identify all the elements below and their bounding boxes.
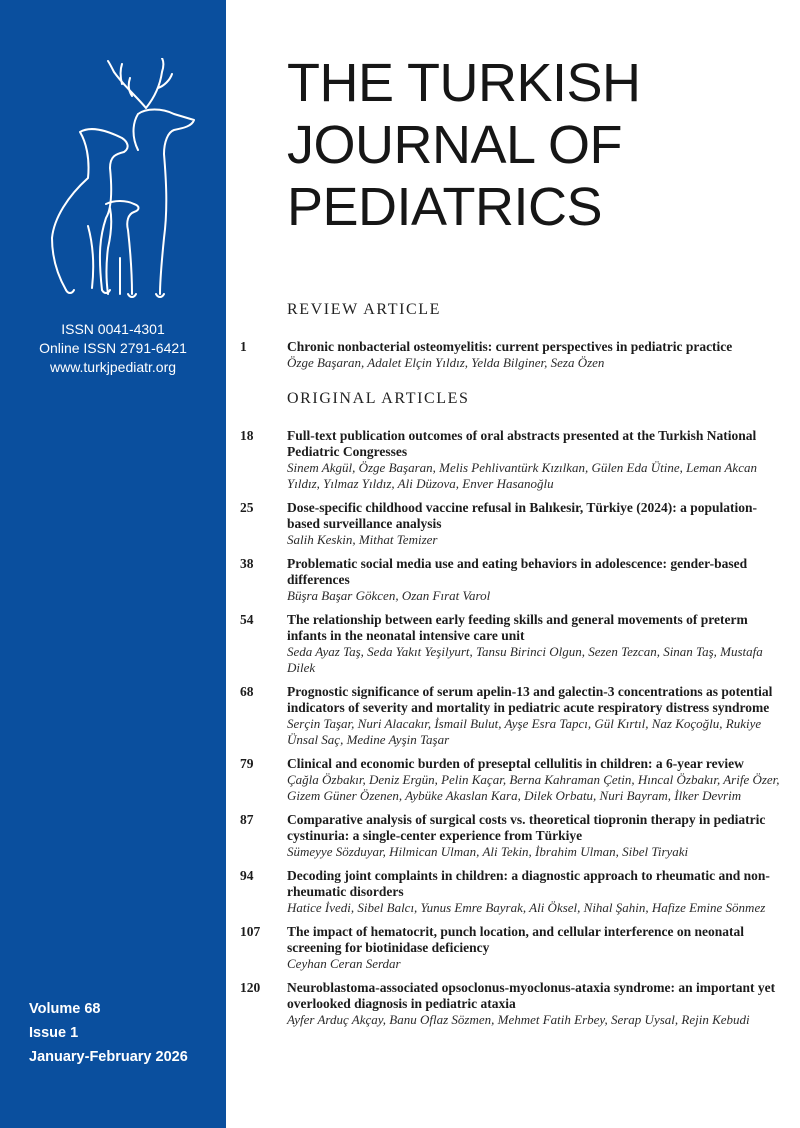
article-title[interactable]: The impact of hematocrit, punch location, and cellular interference on neonatal screening for biotinidase deficiency: [287, 924, 744, 955]
page-number: 87: [240, 812, 254, 827]
toc-entry[interactable]: [240, 500, 780, 548]
article-authors: Sümeyye Sözduyar, Hilmican Ulman, Ali Tekin, İbrahim Ulman, Sibel Tiryaki: [287, 844, 689, 859]
article-authors: Sinem Akgül, Özge Başaran, Melis Pehlivantürk Kızılkan, Gülen Eda Ütine, Leman Akcan Yıldız, Yılmaz Yıldız, Ali Düzova, Enver Hasanoğlu: [287, 460, 757, 491]
article-title[interactable]: Decoding joint complaints in children: a diagnostic approach to rheumatic and non-rheumatic disorders: [287, 868, 770, 899]
issue-info: [29, 997, 188, 1069]
article-title[interactable]: Full-text publication outcomes of oral abstracts presented at the Turkish National Pediatric Congresses: [287, 428, 757, 459]
issn-online: Online ISSN 2791-6421: [39, 340, 187, 356]
page-number: 54: [240, 612, 254, 627]
article-authors: Ayfer Arduç Akçay, Banu Oflaz Sözmen, Mehmet Fatih Erbey, Serap Uysal, Rejin Kebudi: [287, 1012, 750, 1027]
page-number: 107: [240, 924, 261, 939]
toc-entry[interactable]: [240, 756, 780, 804]
cover-sidebar: [0, 0, 226, 1128]
issue-label: Issue 1: [29, 1025, 79, 1041]
section-heading-review: REVIEW ARTICLE: [287, 301, 442, 318]
toc-entry[interactable]: [240, 924, 780, 972]
toc-entry[interactable]: [240, 612, 780, 676]
toc-entry[interactable]: [240, 980, 780, 1028]
article-authors: Salih Keskin, Mithat Temizer: [287, 532, 438, 547]
toc-entry[interactable]: [240, 868, 780, 916]
title-line: PEDIATRICS: [287, 177, 603, 237]
article-title[interactable]: Dose-specific childhood vaccine refusal in Balıkesir, Türkiye (2024): a population-based surveillance analysis: [287, 500, 758, 531]
page-number: 18: [240, 428, 254, 443]
article-authors: Büşra Başar Gökcen, Ozan Fırat Varol: [287, 588, 491, 603]
page-number: 38: [240, 556, 254, 571]
page-number: 120: [240, 980, 261, 995]
article-authors: Hatice İvedi, Sibel Balcı, Yunus Emre Bayrak, Ali Öksel, Nihal Şahin, Hafize Emine Sönmez: [287, 900, 766, 915]
issn-print: ISSN 0041-4301: [61, 321, 165, 337]
section-heading-original: ORIGINAL ARTICLES: [287, 390, 470, 407]
toc-entry[interactable]: [240, 428, 780, 492]
date-label: January-February 2026: [29, 1049, 188, 1065]
article-title[interactable]: Clinical and economic burden of preseptal cellulitis in children: a 6-year review: [287, 756, 744, 771]
title-line: THE TURKISH: [287, 53, 641, 113]
toc-entry[interactable]: [240, 339, 780, 371]
title-line: JOURNAL OF: [287, 115, 623, 175]
website-link[interactable]: www.turkjpediatr.org: [49, 359, 177, 375]
page-number: 1: [240, 339, 247, 354]
page-number: 79: [240, 756, 254, 771]
toc-entry[interactable]: [240, 556, 780, 604]
article-title[interactable]: Problematic social media use and eating behaviors in adolescence: gender-based differences: [287, 556, 748, 587]
journal-title: [287, 52, 767, 238]
page-number: 94: [240, 868, 254, 883]
page-number: 68: [240, 684, 254, 699]
table-of-contents: [240, 300, 780, 1036]
page-number: 25: [240, 500, 254, 515]
toc-entry[interactable]: [240, 684, 780, 748]
article-authors: Serçin Taşar, Nuri Alacakır, İsmail Bulut, Ayşe Esra Tapcı, Gül Kırtıl, Naz Koçoğlu, Rukiye Ünsal Saç, Medine Ayşin Taşar: [287, 716, 762, 747]
article-title[interactable]: Neuroblastoma-associated opsoclonus-myoclonus-ataxia syndrome: an important yet overlooked diagnosis in pediatric ataxia: [287, 980, 776, 1011]
issn-block: [0, 320, 226, 377]
article-authors: Seda Ayaz Taş, Seda Yakıt Yeşilyurt, Tansu Birinci Olgun, Sezen Tezcan, Sinan Taş, Mustafa Dilek: [287, 644, 763, 675]
article-title[interactable]: Comparative analysis of surgical costs vs. theoretical tiopronin therapy in pediatric cystinuria: a single-center experience from Türkiye: [287, 812, 766, 843]
article-title[interactable]: The relationship between early feeding skills and general movements of preterm infants in the neonatal intensive care unit: [287, 612, 748, 643]
article-authors: Özge Başaran, Adalet Elçin Yıldız, Yelda Bilginer, Seza Özen: [287, 355, 605, 370]
article-authors: Ceyhan Ceran Serdar: [287, 956, 401, 971]
article-title[interactable]: Chronic nonbacterial osteomyelitis: current perspectives in pediatric practice: [287, 339, 733, 354]
article-title[interactable]: Prognostic significance of serum apelin-13 and galectin-3 concentrations as potential indicators of severity and mortality in pediatric acute respiratory distress syndrome: [287, 684, 773, 715]
volume-label: Volume 68: [29, 1001, 101, 1017]
toc-entry[interactable]: [240, 812, 780, 860]
article-authors: Çağla Özbakır, Deniz Ergün, Pelin Kaçar, Berna Kahraman Çetin, Hıncal Özbakır, Arife Özer, Gizem Güner Özenen, Aybüke Akaslan Kara, Dilek Orbatu, Nuri Bayram, İlker Devrim: [287, 772, 780, 803]
deer-family-icon: [28, 58, 208, 308]
